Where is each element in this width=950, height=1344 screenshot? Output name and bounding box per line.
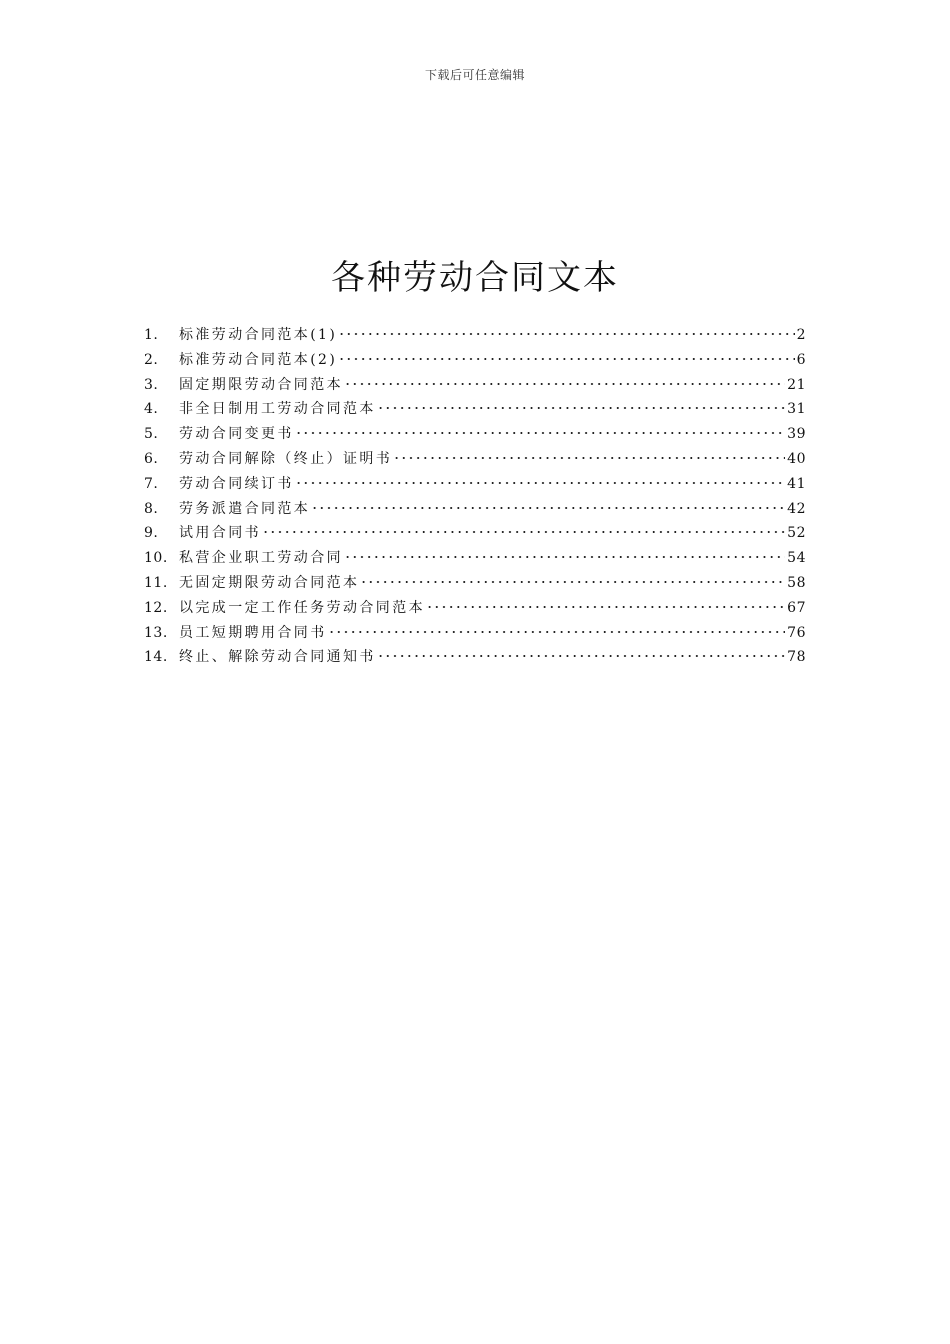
toc-entry-label: 劳务派遣合同范本 <box>179 500 311 517</box>
toc-entry-number: 9. <box>144 525 159 542</box>
toc-dot-leader <box>262 531 785 533</box>
toc-entry-page: 52 <box>787 525 806 542</box>
toc-entry-number: 5. <box>144 426 159 443</box>
toc-entry-label: 非全日制用工劳动合同范本 <box>179 401 376 418</box>
toc-entry-page: 78 <box>787 649 806 666</box>
toc-entry[interactable] <box>144 571 806 596</box>
toc-entry-number: 7. <box>144 475 159 492</box>
toc-entry[interactable] <box>144 323 806 348</box>
toc-entry-page: 40 <box>787 450 806 467</box>
toc-entry-label: 终止、解除劳动合同通知书 <box>179 649 376 666</box>
toc-entry-label: 试用合同书 <box>179 525 261 542</box>
toc-entry-page: 54 <box>787 550 806 567</box>
toc-dot-leader <box>377 655 785 657</box>
toc-entry[interactable] <box>144 596 806 621</box>
toc-entry-label: 标准劳动合同范本(2) <box>179 351 338 368</box>
toc-entry-label: 以完成一定工作任务劳动合同范本 <box>179 599 425 616</box>
toc-entry-label: 劳动合同解除（终止）证明书 <box>179 450 393 467</box>
toc-entry[interactable] <box>144 397 806 422</box>
toc-entry[interactable] <box>144 472 806 497</box>
toc-entry[interactable] <box>144 546 806 571</box>
toc-entry-number: 4. <box>144 401 159 418</box>
toc-entry-number: 6. <box>144 450 159 467</box>
document-title: 各种劳动合同文本 <box>331 258 619 298</box>
toc-dot-leader <box>344 556 785 558</box>
toc-dot-leader <box>360 581 785 583</box>
table-of-contents <box>144 323 806 670</box>
toc-dot-leader <box>295 432 785 434</box>
toc-dot-leader <box>295 482 785 484</box>
toc-entry-number: 3. <box>144 376 159 393</box>
toc-entry-page: 67 <box>787 599 806 616</box>
toc-entry-page: 42 <box>787 500 806 517</box>
toc-entry-number: 10. <box>144 550 168 567</box>
toc-entry-label: 劳动合同变更书 <box>179 426 294 443</box>
toc-dot-leader <box>311 507 785 509</box>
toc-dot-leader <box>338 358 794 360</box>
toc-dot-leader <box>393 457 785 459</box>
toc-entry-page: 58 <box>787 574 806 591</box>
toc-dot-leader <box>338 333 794 335</box>
toc-entry-number: 1. <box>144 327 159 343</box>
header-note: 下载后可任意编辑 <box>424 68 525 82</box>
toc-entry-number: 12. <box>144 599 168 616</box>
toc-entry-label: 无固定期限劳动合同范本 <box>179 574 360 591</box>
toc-entry[interactable] <box>144 497 806 522</box>
toc-dot-leader <box>377 407 785 409</box>
toc-entry-number: 14. <box>144 649 168 666</box>
toc-entry[interactable] <box>144 621 806 646</box>
toc-entry-label: 私营企业职工劳动合同 <box>179 550 343 567</box>
toc-dot-leader <box>426 606 785 608</box>
toc-entry-page: 39 <box>787 426 806 443</box>
toc-entry-page: 76 <box>787 624 806 641</box>
toc-entry-page: 6 <box>796 351 806 368</box>
toc-entry-label: 标准劳动合同范本(1) <box>179 327 338 343</box>
toc-entry[interactable] <box>144 645 806 670</box>
toc-entry-number: 8. <box>144 500 159 517</box>
toc-entry-label: 劳动合同续订书 <box>179 475 294 492</box>
toc-entry-number: 2. <box>144 351 159 368</box>
toc-entry-label: 固定期限劳动合同范本 <box>179 376 343 393</box>
toc-entry-number: 13. <box>144 624 168 641</box>
toc-entry-label: 员工短期聘用合同书 <box>179 624 327 641</box>
toc-entry-number: 11. <box>144 574 168 591</box>
toc-entry[interactable] <box>144 422 806 447</box>
toc-entry-page: 31 <box>787 401 806 418</box>
toc-entry[interactable] <box>144 521 806 546</box>
toc-dot-leader <box>344 383 785 385</box>
toc-entry[interactable] <box>144 348 806 373</box>
toc-entry[interactable] <box>144 447 806 472</box>
toc-entry[interactable] <box>144 373 806 398</box>
toc-entry-page: 2 <box>796 327 806 343</box>
toc-entry-page: 21 <box>787 376 806 393</box>
toc-dot-leader <box>328 631 786 633</box>
toc-entry-page: 41 <box>787 475 806 492</box>
